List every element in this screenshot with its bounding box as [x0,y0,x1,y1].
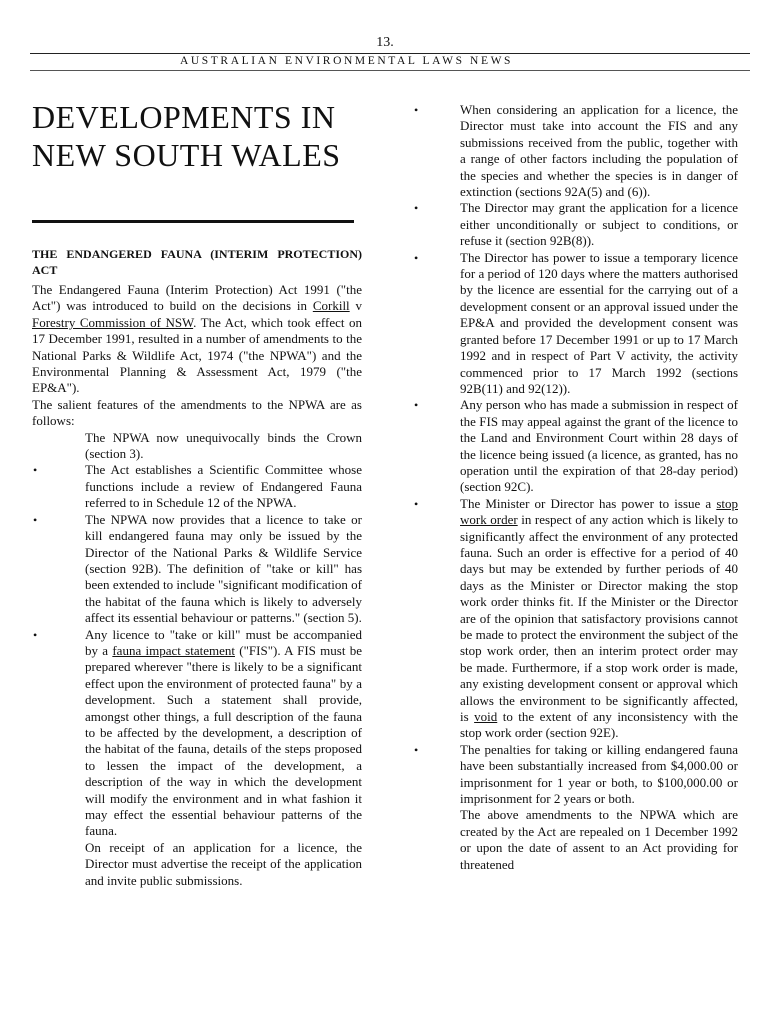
list-item: • The Director may grant the application for a licence either unconditionally or subject to conditions, or refuse it (section 92B(8)). [460,200,738,249]
list-item: • The penalties for taking or killing endangered fauna have been substantially increased from $4,000.00 or imprisonment for 1 year or both, to $100,000.00 or imprisonment for 2 years or both. [460,742,738,808]
page-number: 13. [376,35,394,50]
list-item: On receipt of an application for a licence, the Director must advertise the receipt of the application and invite public submissions. [85,839,362,888]
closing-paragraph: The above amendments to the NPWA which are created by the Act are repealed on 1 December 1992 or upon the date of assent to an Act providing for threatened [460,807,738,872]
header-rule-bottom [30,70,750,71]
list-item: • The Minister or Director has power to issue a stop work order in respect of any action which is likely to significantly affect the environment of any protected fauna. Such an order is effective for a period of 40 days but may be extended by further periods of 40 days as the Minister or Director making the stop work order thinks fit. If the Minister or the Director are of the opinion that satisfactory provisions cannot be made to protect the environment the subject of the stop work order, then an interim protect order may be made. Furthermore, if a stop work order is made, any existing development consent or approval which allows the environment to be significantly affected, is void to the extent of any inconsistency with the stop work order (section 92E). [460,496,738,742]
header-rule-top [30,53,750,54]
title-rule [32,220,354,223]
list-item: • Any licence to "take or kill" must be accompanied by a fauna impact statement ("FIS"). A FIS must be prepared wherever "there is likely to be a significant effect upon the environment of protected fauna" by a development. Such a statement shall provide, amongst other things, a full description of the fauna to be affected by the development, a description of the habitat of the fauna, details of the steps proposed to lessen the impact of the development, a description of the way in which the development will modify the environment and in what fashion it may effect the essential behaviour patterns of the fauna. [85,627,362,840]
left-column [32,246,362,889]
list-item: The NPWA now unequivocally binds the Crown (section 3). [85,429,362,462]
void-term: void [474,709,498,725]
left-bullet-list [32,430,362,889]
list-item: • The Act establishes a Scientific Committee whose functions include a review of Endangered Fauna referred to in Schedule 12 of the NPWA. [85,462,362,511]
list-item: • Any person who has made a submission in respect of the FIS may appeal against the grant of the licence to the Land and Environment Court within 28 days of the licence being issued (a licence, as granted, has no operation until the expiration of that 28-day period) (section 92C). [460,397,738,495]
salient-paragraph: The salient features of the amendments to the NPWA are as follows: [32,396,362,429]
case-name-corkill: Corkill [312,298,350,314]
right-column [460,102,738,873]
section-heading: THE ENDANGERED FAUNA (INTERIM PROTECTION) ACT [32,247,362,277]
article-title: DEVELOPMENTS IN NEW SOUTH WALES [32,99,341,173]
intro-paragraph: The Endangered Fauna (Interim Protection) Act 1991 ("the Act") was introduced to build on the decisions in Corkill v Forestry Commission of NSW. The Act, which took effect on 17 December 1991, resulted in a number of amendments to the National Parks & Wildlife Act, 1974 ("the NPWA") and the Environmental Planning & Assessment Act, 1979 ("the EP&A"). [32,282,362,396]
list-item: • When considering an application for a licence, the Director must take into account the FIS and any submissions received from the public, together with a range of other factors including the population of the species and whether the species is in danger of extinction (sections 92A(5) and (6)). [460,102,738,200]
list-item: • The Director has power to issue a temporary licence for a period of 120 days where the matters authorised by the licence are essential for the carrying out of a development consent or an approval issued under the EP&A and provided the development consent was granted before 17 December 1991 or up to 17 March 1992 and in respect of Part V activity, the activity commenced prior to 17 March 1992 (sections 92B(11) and 92(12)). [460,250,738,398]
list-item: • The NPWA now provides that a licence to take or kill endangered fauna may only be issued by the Director of the National Parks & Wildlife Service (section 92B). The definition of "take or kill" has been extended to include "significant modification of the habitat of the fauna which is likely to adversely affect its essential behaviour or patterns." (section 5). [85,512,362,627]
fauna-impact-statement-term: fauna impact statement [112,642,235,658]
running-head: AUSTRALIAN ENVIRONMENTAL LAWS NEWS [180,55,514,67]
case-name-forestry-commission: Forestry Commission of NSW [32,314,194,330]
right-bullet-list [460,102,738,807]
stop-work-order-term: stop work order [460,495,738,528]
